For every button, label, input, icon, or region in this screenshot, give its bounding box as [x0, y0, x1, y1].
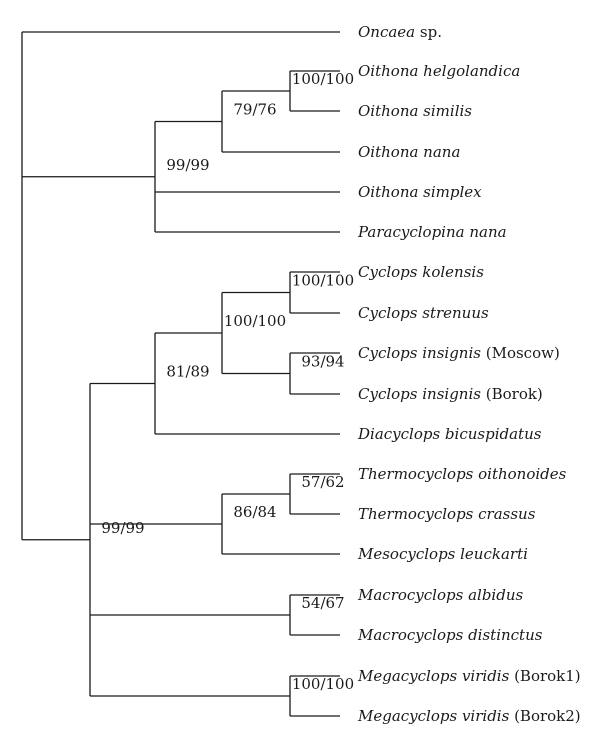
- thermo-meso-node-support: 86/84: [233, 503, 277, 521]
- macrocyclops-node-support: 54/67: [301, 594, 345, 612]
- taxon-label: [358, 183, 482, 201]
- taxon-name: Cyclops strenuus: [358, 304, 489, 322]
- taxon-label: [357, 707, 581, 725]
- taxon-label: [357, 425, 542, 443]
- taxon-name: Oithona helgolandica: [358, 62, 521, 80]
- taxon-label: [358, 23, 442, 41]
- taxon-qualifier: (Moscow): [480, 344, 560, 362]
- taxon-label: [358, 385, 543, 403]
- cyclops-diacyclops-node-support: 81/89: [166, 362, 210, 381]
- taxon-name: Thermocyclops crassus: [358, 505, 536, 523]
- taxon-labels: [357, 23, 581, 725]
- thermocyclops-node-support: 57/62: [301, 473, 345, 491]
- taxon-label: [358, 304, 489, 322]
- taxon-name: Oithona similis: [358, 102, 472, 120]
- support-values: [101, 70, 354, 693]
- taxon-name: Macrocyclops distinctus: [358, 626, 543, 644]
- taxon-name: Thermocyclops oithonoides: [358, 465, 567, 483]
- taxon-label: [357, 223, 507, 241]
- taxon-label: [358, 102, 472, 120]
- megacyclops-node-support: 100/100: [291, 675, 355, 693]
- taxon-name: Oithona nana: [358, 143, 461, 161]
- taxon-label: [358, 143, 460, 161]
- taxon-name: Megacyclops viridis: [358, 667, 510, 685]
- taxon-label: [357, 626, 543, 644]
- taxon-name: Oithona simplex: [358, 183, 482, 201]
- cyclops-clade-node-support: 100/100: [223, 312, 287, 330]
- taxon-name: Cyclops insignis: [358, 385, 481, 403]
- taxon-label: [358, 505, 536, 523]
- taxon-qualifier: (Borok): [480, 385, 543, 403]
- taxon-label: [357, 667, 581, 685]
- taxon-qualifier: (Borok2): [509, 707, 581, 725]
- taxon-name: Cyclops insignis: [358, 344, 481, 362]
- taxon-label: [357, 545, 528, 563]
- oithona-helgolandica-similis-node-support: 100/100: [291, 70, 355, 88]
- taxon-qualifier: sp.: [415, 23, 442, 41]
- oithona-clade-node-support: 99/99: [166, 155, 210, 174]
- cyclops-kolensis-strenuus-node-support: 100/100: [291, 271, 355, 290]
- taxon-qualifier: (Borok1): [509, 667, 581, 685]
- taxon-label: [358, 465, 567, 483]
- taxon-label: [358, 263, 484, 281]
- taxon-label: [357, 586, 523, 604]
- taxon-name: Megacyclops viridis: [358, 707, 510, 725]
- taxon-name: Diacyclops bicuspidatus: [358, 425, 542, 443]
- taxon-name: Cyclops kolensis: [358, 263, 484, 281]
- oithona-core-node-support: 79/76: [233, 100, 277, 119]
- taxon-name: Macrocyclops albidus: [358, 586, 524, 604]
- taxon-label: [358, 62, 520, 80]
- taxon-name: Mesocyclops leuckarti: [358, 545, 528, 563]
- cyclopidae-node-support: 99/99: [101, 518, 145, 537]
- cyclops-insignis-node-support: 93/94: [301, 352, 345, 371]
- taxon-name: Paracyclopina nana: [358, 223, 507, 241]
- taxon-name: Oncaea: [358, 23, 416, 41]
- taxon-label: [358, 344, 560, 362]
